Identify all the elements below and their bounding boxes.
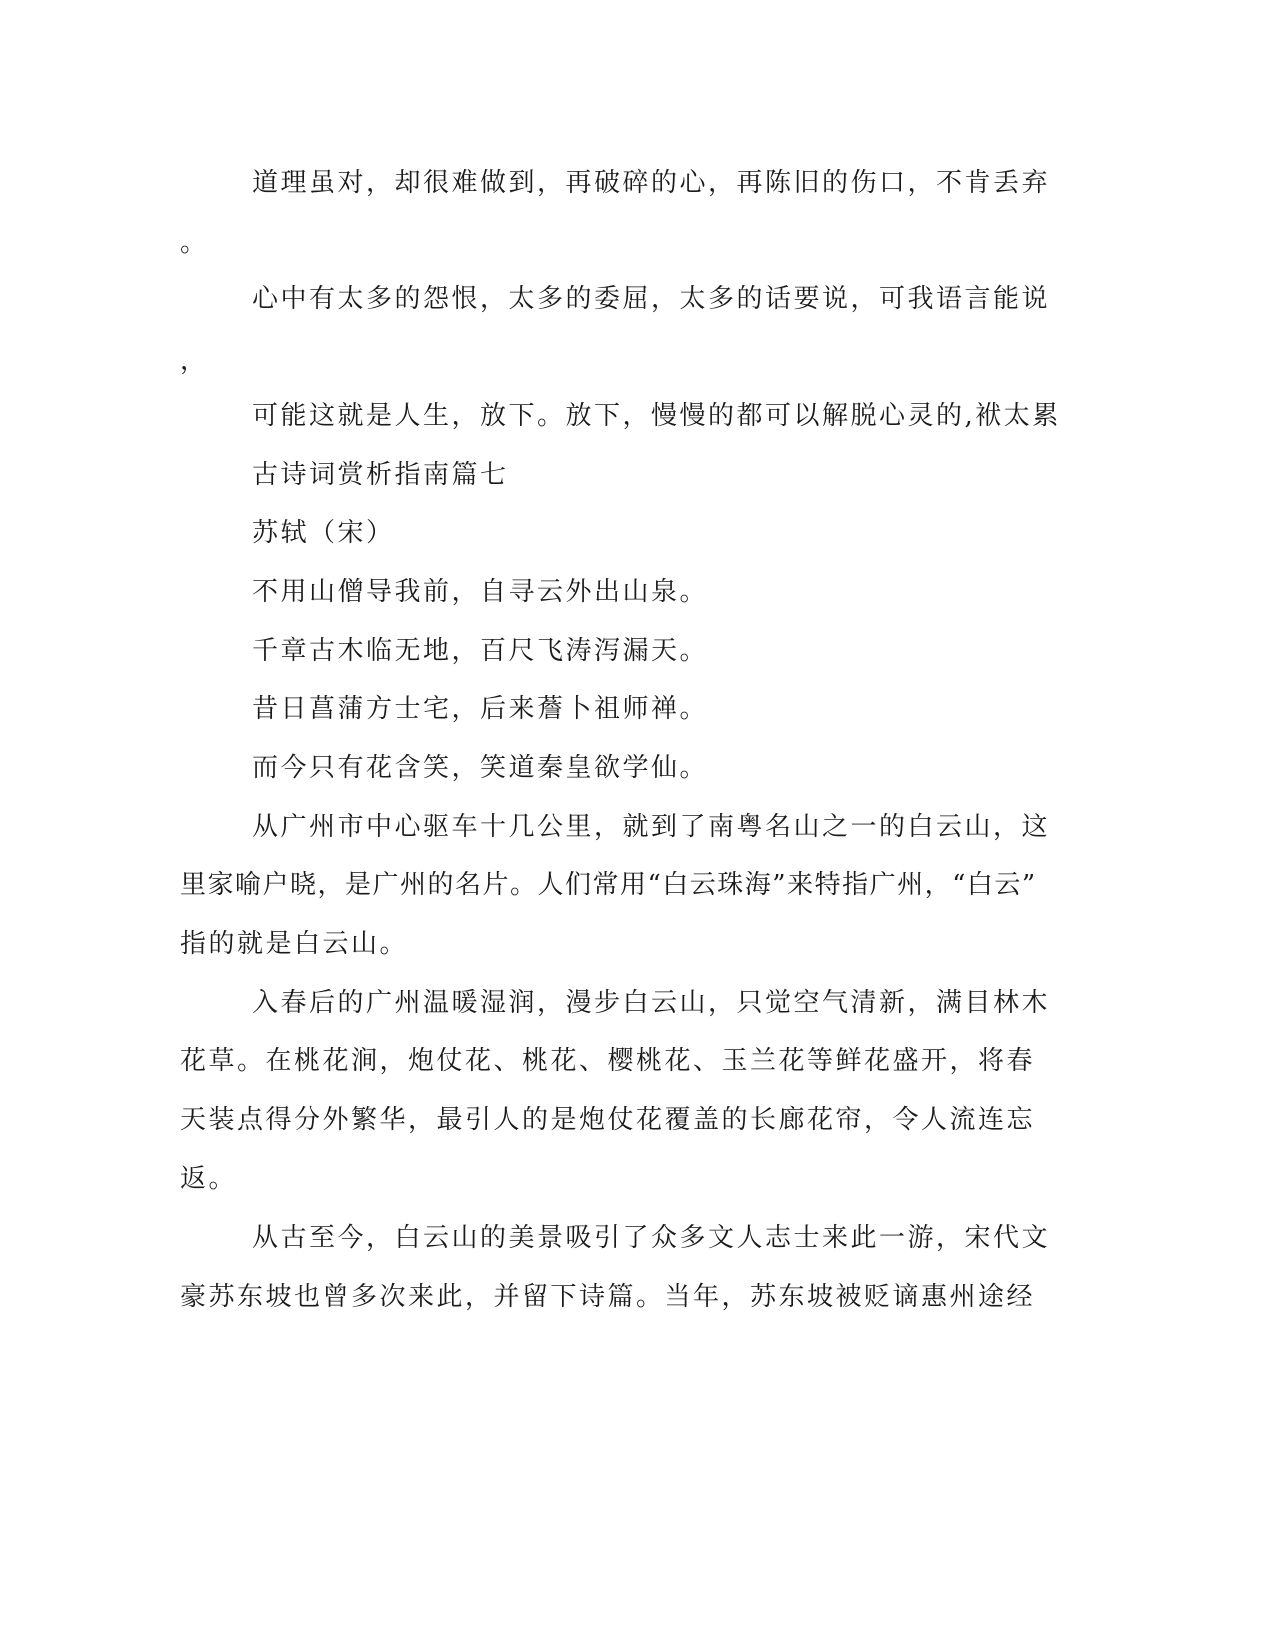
- paragraph-line: 返。: [180, 1164, 238, 1194]
- section-heading: 古诗词赏析指南篇七: [252, 460, 509, 490]
- paragraph-line: 指的就是白云山。: [180, 929, 409, 959]
- poem-line: 千章古木临无地，百尺飞涛泻漏天。: [252, 636, 709, 666]
- paragraph-line: 道理虽对，却很难做到，再破碎的心，再陈旧的伤口，不肯丢弃: [252, 168, 1051, 198]
- paragraph-line: 豪苏东坡也曾多次来此，并留下诗篇。当年，苏东坡被贬谪惠州途经: [180, 1282, 1036, 1312]
- poem-line: 昔日菖蒲方士宅，后来薝卜祖师禅。: [252, 694, 709, 724]
- poem-author: 苏轼（宋）: [252, 518, 395, 548]
- paragraph-line: 可能这就是人生，放下。放下，慢慢的都可以解脱心灵的,袱太累: [252, 401, 1061, 431]
- poem-line: 而今只有花含笑，笑道秦皇欲学仙。: [252, 753, 709, 783]
- paragraph-line: 从广州市中心驱车十几公里，就到了南粤名山之一的白云山，这: [252, 812, 1051, 842]
- paragraph-line: 里家喻户晓，是广州的名片。人们常用“白云珠海”来特指广州，“白云”: [180, 870, 1037, 900]
- paragraph-line: 花草。在桃花涧，炮仗花、桃花、樱桃花、玉兰花等鲜花盛开，将春: [180, 1046, 1036, 1076]
- paragraph-line: 天装点得分外繁华，最引人的是炮仗花覆盖的长廊花帘，令人流连忘: [180, 1105, 1036, 1135]
- paragraph-line: 心中有太多的怨恨，太多的委屈，太多的话要说，可我语言能说: [252, 284, 1051, 314]
- paragraph-line: ，: [180, 346, 209, 376]
- paragraph-line: 从古至今，白云山的美景吸引了众多文人志士来此一游，宋代文: [252, 1223, 1051, 1253]
- paragraph-line: 。: [180, 228, 209, 258]
- poem-line: 不用山僧导我前，自寻云外出山泉。: [252, 577, 709, 607]
- paragraph-line: 入春后的广州温暖湿润，漫步白云山，只觉空气清新，满目林木: [252, 988, 1051, 1018]
